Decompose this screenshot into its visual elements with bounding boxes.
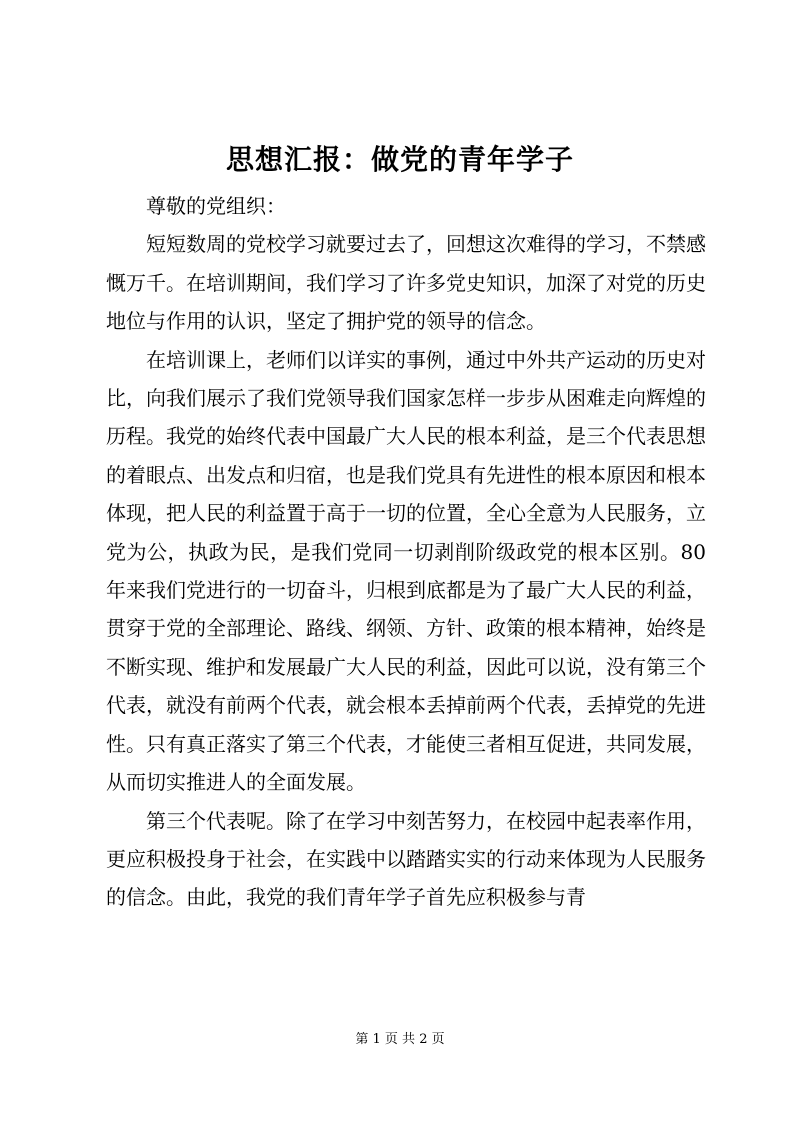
paragraph-2: 在培训课上，老师们以详实的事例，通过中外共产运动的历史对比，向我们展示了我们党领导我们国家怎样一步步从困难走向辉煌的历程。我党的始终代表中国最广大人民的根本利益，是三个代表思想的着眼点、出发点和归宿，也是我们党具有先进性的根本原因和根本体现，把人民的利益置于高于一切的位置，全心全意为人民服务，立党为公，执政为民，是我们党同一切剥削阶级政党的根本区别。80年来我们党进行的一切奋斗，归根到底都是为了最广大人民的利益，贯穿于党的全部理论、路线、纲领、方针、政策的根本精神，始终是不断实现、维护和发展最广大人民的利益，因此可以说，没有第三个代表，就没有前两个代表，就会根本丢掉前两个代表，丢掉党的先进性。只有真正落实了第三个代表，才能使三者相互促进，共同发展，从而切实推进人的全面发展。 [106, 347, 706, 795]
salutation: 尊敬的党组织： [146, 194, 286, 218]
paragraph-3: 第三个代表呢。除了在学习中刻苦努力，在校园中起表率作用，更应积极投身于社会，在实践中以踏踏实实的行动来体现为人民服务的信念。由此，我党的我们青年学子首先应积极参与青 [106, 808, 706, 910]
page-footer [0, 1030, 800, 1050]
document-body [106, 187, 706, 917]
paragraph-1: 短短数周的党校学习就要过去了，回想这次难得的学习，不禁感慨万千。在培训期间，我们学习了许多党史知识，加深了对党的历史地位与作用的认识，坚定了拥护党的领导的信念。 [106, 232, 706, 334]
page-indicator: 第 1 页 共 2 页 [355, 1032, 445, 1047]
document-title: 思想汇报：做党的青年学子 [225, 143, 574, 176]
